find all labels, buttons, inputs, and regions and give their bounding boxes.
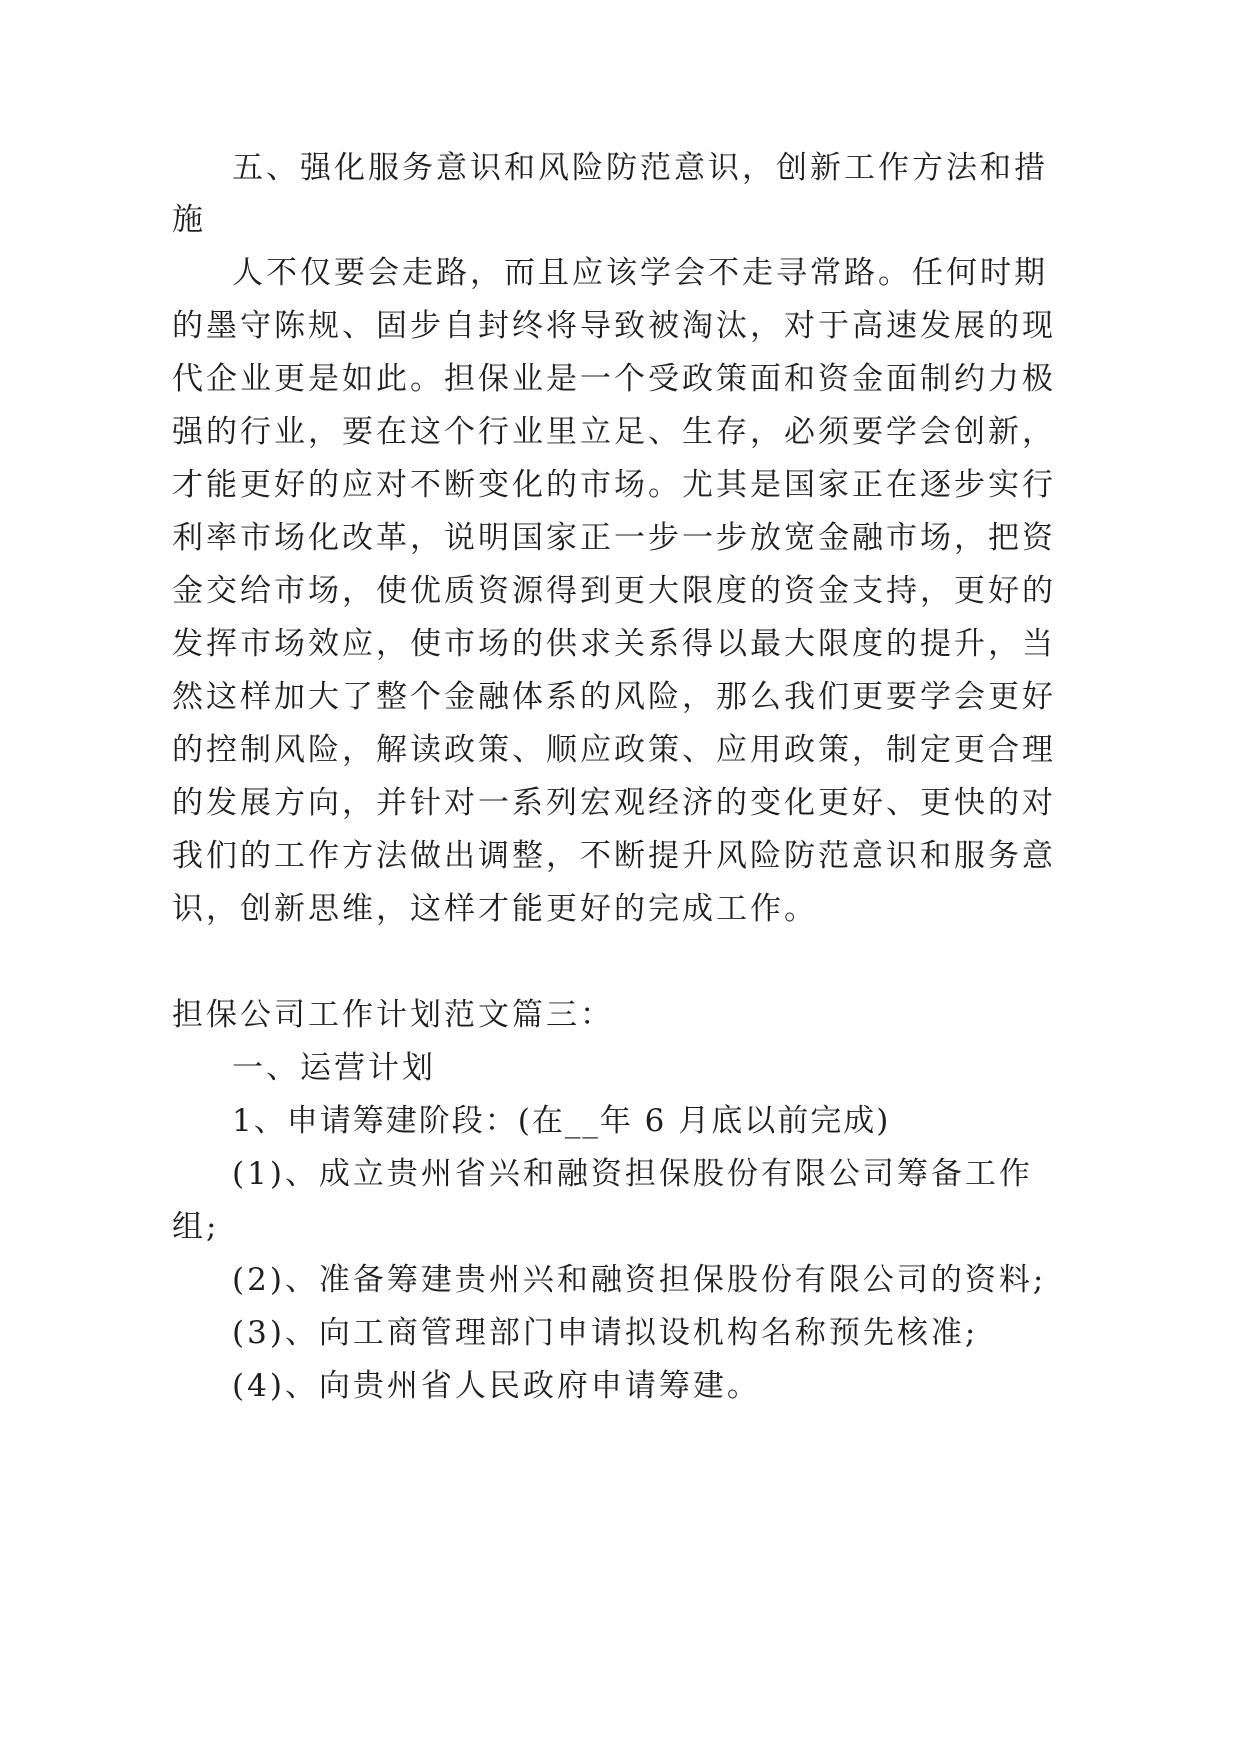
- section5-heading-line-1: 五、强化服务意识和风险防范意识，创新工作方法和措: [232, 150, 1048, 186]
- section5-body-line-8: 发挥市场效应，使市场的供求关系得以最大限度的提升，当: [172, 626, 1056, 662]
- section5-body-line-12: 我们的工作方法做出调整，不断提升风险防范意识和服务意: [172, 838, 1056, 874]
- section5-body-line-11: 的发展方向，并针对一系列宏观经济的变化更好、更快的对: [172, 785, 1056, 821]
- stage1-item-4: (4)、向贵州省人民政府申请筹建。: [232, 1368, 761, 1404]
- stage1-item-3: (3)、向工商管理部门申请拟设机构名称预先核准;: [232, 1315, 979, 1351]
- stage1-heading: 1、申请筹建阶段：(在__年 6 月底以前完成): [232, 1103, 891, 1139]
- section5-body-line-5: 才能更好的应对不断变化的市场。尤其是国家正在逐步实行: [172, 467, 1056, 503]
- stage1-item-1-line-1: (1)、成立贵州省兴和融资担保股份有限公司筹备工作: [232, 1156, 1033, 1192]
- section5-body-line-1: 人不仅要会走路，而且应该学会不走寻常路。任何时期: [232, 255, 1048, 291]
- section5-body-line-9: 然这样加大了整个金融体系的风险，那么我们更要学会更好: [172, 679, 1056, 715]
- section5-body-line-6: 利率市场化改革，说明国家正一步一步放宽金融市场，把资: [172, 520, 1056, 556]
- section5-body-line-7: 金交给市场，使优质资源得到更大限度的资金支持，更好的: [172, 573, 1056, 609]
- section5-body-line-2: 的墨守陈规、固步自封终将导致被淘汰，对于高速发展的现: [172, 308, 1056, 344]
- section5-body-line-13: 识，创新思维，这样才能更好的完成工作。: [172, 891, 818, 927]
- plan-heading: 一、运营计划: [232, 1050, 436, 1086]
- section5-heading-line-2: 施: [172, 202, 206, 238]
- stage1-item-2: (2)、准备筹建贵州兴和融资担保股份有限公司的资料;: [232, 1262, 1047, 1298]
- article3-title: 担保公司工作计划范文篇三：: [172, 997, 614, 1033]
- stage1-item-1-line-2: 组;: [172, 1209, 220, 1245]
- section5-body-line-4: 强的行业，要在这个行业里立足、生存，必须要学会创新，: [172, 414, 1056, 450]
- section5-body-line-3: 代企业更是如此。担保业是一个受政策面和资金面制约力极: [172, 361, 1056, 397]
- section5-body-line-10: 的控制风险，解读政策、顺应政策、应用政策，制定更合理: [172, 732, 1056, 768]
